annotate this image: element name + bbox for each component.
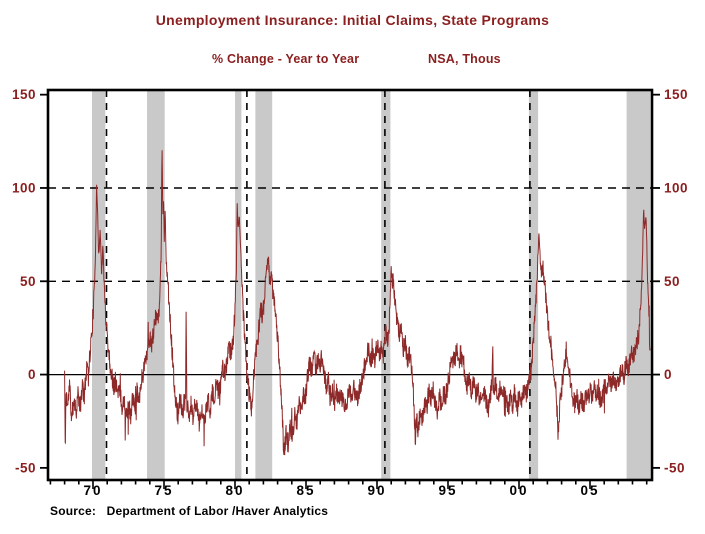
x-axis-label: 90 bbox=[367, 483, 387, 498]
recession-band bbox=[381, 90, 390, 480]
x-axis-label: 70 bbox=[83, 483, 103, 498]
x-axis-label: 95 bbox=[438, 483, 458, 498]
recession-band bbox=[627, 90, 651, 480]
plot-frame bbox=[48, 90, 652, 480]
chart-subtitle-units-right: NSA, Thous bbox=[428, 52, 501, 66]
y-axis-label-right: -50 bbox=[664, 460, 686, 476]
x-axis-label: 80 bbox=[225, 483, 245, 498]
chart-title: Unemployment Insurance: Initial Claims, State Programs bbox=[155, 12, 550, 28]
y-axis-label-left: 150 bbox=[11, 87, 36, 103]
y-axis-label-right: 50 bbox=[664, 273, 681, 289]
y-axis-label-left: -50 bbox=[14, 460, 36, 476]
x-axis-label: 85 bbox=[296, 483, 316, 498]
x-axis-label: 05 bbox=[580, 483, 600, 498]
y-axis-label-left: 0 bbox=[27, 367, 36, 383]
source-note: Source: Department of Labor /Haver Analytics bbox=[50, 504, 329, 518]
chart-subtitle-units-left: % Change - Year to Year bbox=[212, 52, 360, 66]
recession-band bbox=[147, 90, 165, 480]
y-axis-label-left: 100 bbox=[11, 180, 36, 196]
y-axis-label-right: 100 bbox=[664, 180, 689, 196]
y-axis-label-left: 50 bbox=[19, 273, 36, 289]
recession-band bbox=[255, 90, 272, 480]
x-axis-label: 75 bbox=[154, 483, 174, 498]
y-axis-label-right: 0 bbox=[664, 367, 673, 383]
y-axis-label-right: 150 bbox=[664, 87, 689, 103]
x-axis-label: 00 bbox=[509, 483, 529, 498]
